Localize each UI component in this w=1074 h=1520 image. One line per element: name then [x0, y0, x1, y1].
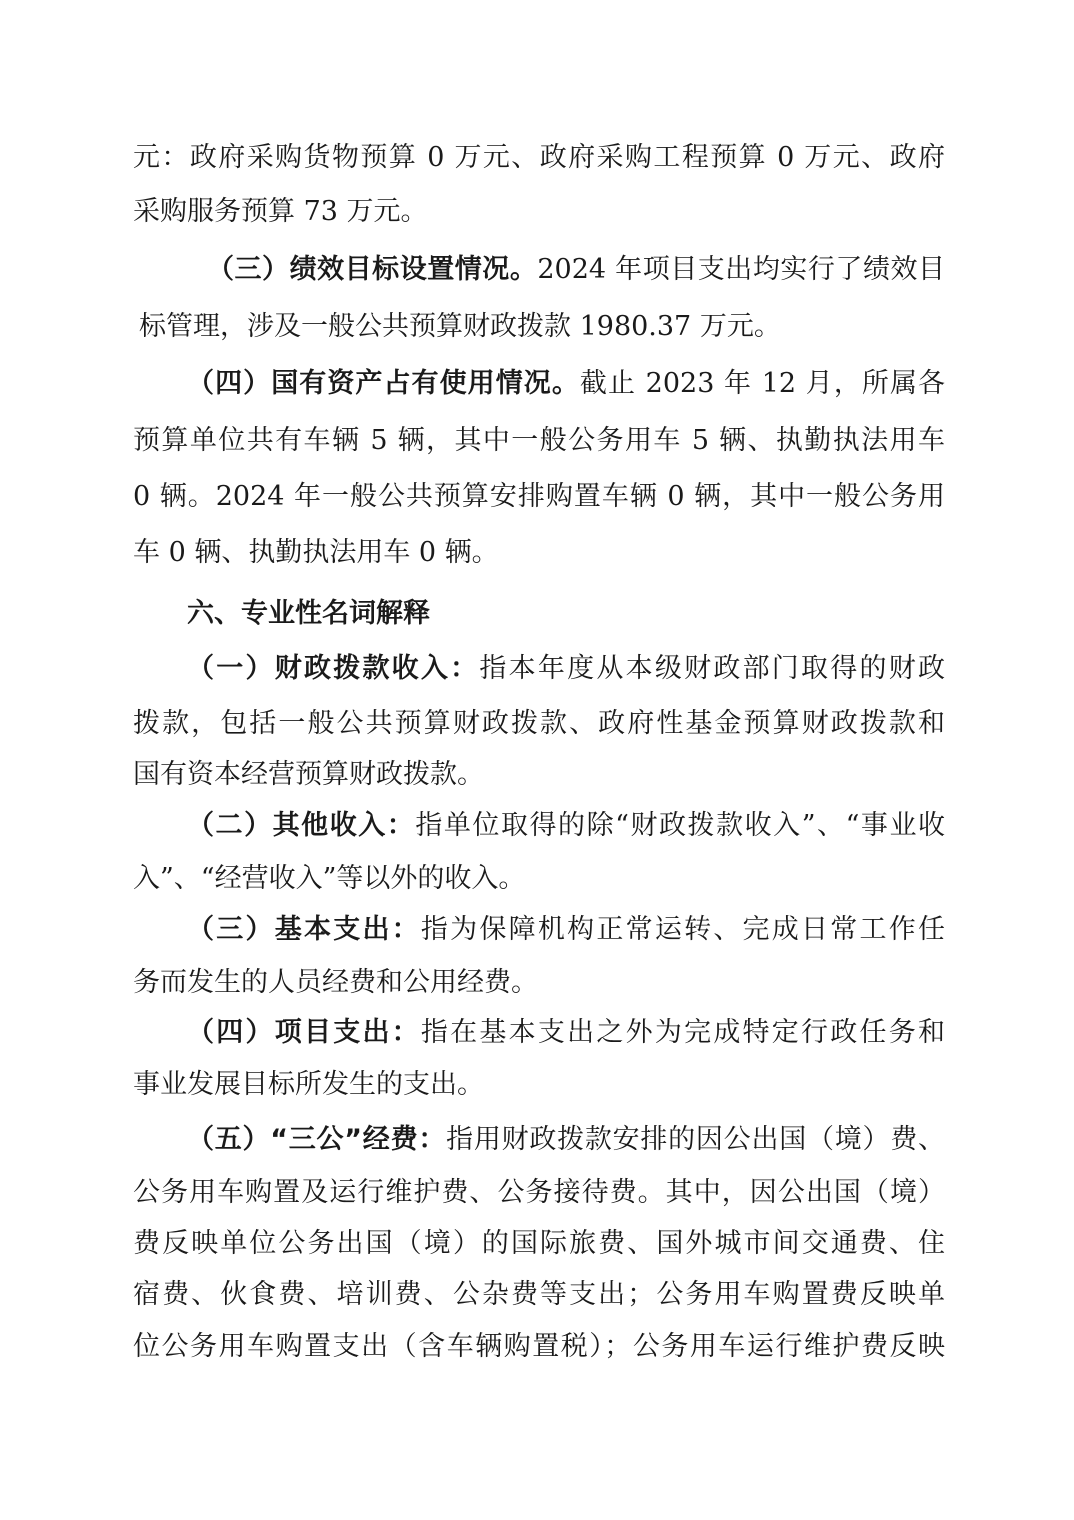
term-5-line-1 [187, 1120, 945, 1160]
performance-line-1 [207, 250, 945, 290]
term-1-line-2: 拨款，包括一般公共预算财政拨款、政府性基金预算财政拨款和 [133, 708, 945, 739]
term-4-lead: （四）项目支出： [187, 1017, 421, 1048]
budget-line-2: 采购服务预算 73 万元。 [133, 196, 428, 227]
term-2-lead: （二）其他收入： [187, 810, 416, 841]
term-2-line-1 [187, 806, 945, 846]
assets-lead: （四）国有资产占有使用情况。 [187, 368, 580, 399]
term-3-line-1 [187, 910, 945, 950]
term-3-line-1-text: 指为保障机构正常运转、完成日常工作任 [420, 914, 946, 945]
performance-line-1-text: 2024 年项目支出均实行了绩效目 [537, 254, 946, 285]
term-1-line-1 [187, 649, 945, 689]
term-4-line-2: 事业发展目标所发生的支出。 [133, 1069, 484, 1100]
term-3-line-2: 务而发生的人员经费和公用经费。 [133, 967, 538, 998]
term-1-line-1-text: 指本年度从本级财政部门取得的财政 [479, 653, 946, 684]
budget-line-1: 元：政府采购货物预算 0 万元、政府采购工程预算 0 万元、政府 [133, 142, 945, 173]
assets-line-3: 0 辆。2024 年一般公共预算安排购置车辆 0 辆，其中一般公务用 [133, 481, 945, 512]
term-5-line-4: 宿费、伙食费、培训费、公杂费等支出；公务用车购置费反映单 [133, 1279, 945, 1310]
term-5-line-5: 位公务用车购置支出（含车辆购置税）；公务用车运行维护费反映 [133, 1331, 945, 1362]
term-3-lead: （三）基本支出： [187, 914, 421, 945]
assets-line-4: 车 0 辆、执勤执法用车 0 辆。 [133, 537, 499, 568]
assets-line-1-text: 截止 2023 年 12 月，所属各 [579, 368, 946, 399]
term-5-lead: （五）“三公”经费： [187, 1124, 447, 1155]
performance-lead: （三）绩效目标设置情况。 [207, 254, 538, 285]
term-2-line-1-text: 指单位取得的除“财政拨款收入”、“事业收 [415, 810, 945, 841]
assets-line-2: 预算单位共有车辆 5 辆，其中一般公务用车 5 辆、执勤执法用车 [133, 425, 945, 456]
term-4-line-1 [187, 1013, 945, 1053]
term-4-line-1-text: 指在基本支出之外为完成特定行政任务和 [420, 1017, 946, 1048]
performance-line-2: 标管理，涉及一般公共预算财政拨款 1980.37 万元。 [139, 311, 781, 342]
section-heading: 六、专业性名词解释 [187, 598, 430, 629]
term-5-line-2: 公务用车购置及运行维护费、公务接待费。其中，因公出国（境） [133, 1177, 945, 1208]
term-2-line-2: 入”、“经营收入”等以外的收入。 [133, 863, 526, 894]
term-5-line-1-text: 指用财政拨款安排的因公出国（境）费、 [446, 1124, 946, 1155]
assets-line-1 [187, 364, 945, 404]
term-1-lead: （一）财政拨款收入： [187, 653, 480, 684]
term-1-line-3: 国有资本经营预算财政拨款。 [133, 759, 484, 790]
term-5-line-3: 费反映单位公务出国（境）的国际旅费、国外城市间交通费、住 [133, 1228, 945, 1259]
